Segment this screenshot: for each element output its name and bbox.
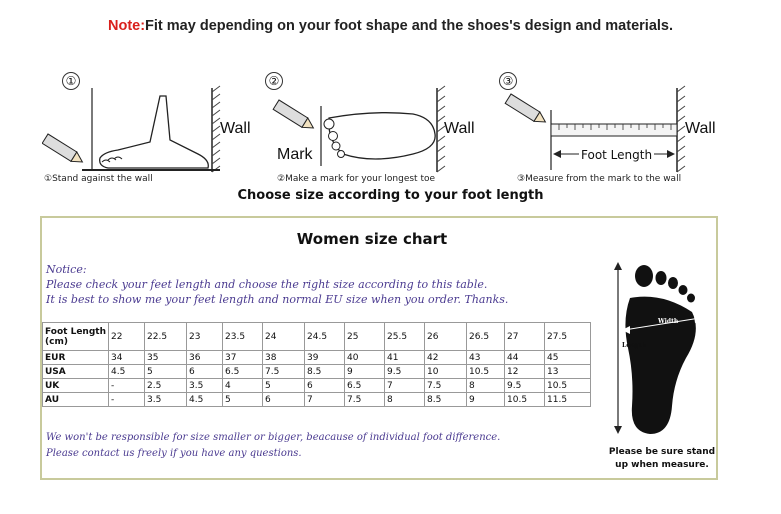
note-text: Fit may depending on your foot shape and the shoes's design and materials. [145, 18, 674, 34]
row-label: EUR [43, 351, 109, 365]
table-cell: 6 [187, 365, 223, 379]
width-label: Width [658, 318, 679, 325]
table-cell: 23 [187, 323, 223, 351]
step-1-number: ① [62, 72, 80, 90]
step-1-wall-label: Wall [220, 120, 251, 137]
table-cell: 6 [263, 393, 305, 407]
table-cell: 8.5 [425, 393, 467, 407]
table-row [43, 323, 591, 351]
table-cell: 39 [305, 351, 345, 365]
table-cell: 38 [263, 351, 305, 365]
disclaimer-line-1: We won't be responsible for size smaller or bigger, beacause of individual foot difference. [46, 432, 501, 443]
table-cell: 41 [385, 351, 425, 365]
size-table [42, 322, 591, 407]
table-cell: 44 [505, 351, 545, 365]
table-cell: 5 [223, 393, 263, 407]
table-cell: - [109, 393, 145, 407]
step-3-wall-label: Wall [685, 120, 716, 137]
stand-up-note: Please be sure stand up when measure. [608, 447, 716, 470]
size-chart-panel [40, 216, 718, 480]
table-cell: 40 [345, 351, 385, 365]
note-label: Note: [107, 18, 146, 34]
table-cell: 25 [345, 323, 385, 351]
table-cell: 12 [505, 365, 545, 379]
step-1-caption: ①Stand against the wall [44, 174, 153, 184]
table-cell: 26 [425, 323, 467, 351]
step-3-number: ③ [499, 72, 517, 90]
table-cell: 34 [109, 351, 145, 365]
table-cell: 6 [305, 379, 345, 393]
table-cell: 13 [545, 365, 591, 379]
table-cell: 27.5 [545, 323, 591, 351]
notice-heading: Notice: [46, 263, 87, 276]
table-cell: 10.5 [505, 393, 545, 407]
table-cell: 8 [385, 393, 425, 407]
notice-block [46, 262, 508, 307]
notice-line-2: It is best to show me your feet length and normal EU size when you order. Thanks. [46, 293, 509, 306]
table-cell: 4.5 [109, 365, 145, 379]
notice-line-1: Please check your feet length and choose the right size according to this table. [46, 278, 488, 291]
table-cell: 10 [425, 365, 467, 379]
table-cell: 22.5 [145, 323, 187, 351]
choose-size-heading: Choose size according to your foot length [237, 188, 544, 203]
step-3-caption: ③Measure from the mark to the wall [517, 174, 682, 184]
table-cell: 9 [467, 393, 505, 407]
disclaimer-block [46, 430, 500, 462]
table-cell: 36 [187, 351, 223, 365]
table-cell: 45 [545, 351, 591, 365]
step-3-illustration [497, 70, 727, 195]
table-cell: 3.5 [187, 379, 223, 393]
chart-title: Women size chart [296, 230, 448, 248]
table-cell: 24.5 [305, 323, 345, 351]
table-cell: 5 [263, 379, 305, 393]
step-3-foot-length-label: Foot Length [581, 148, 653, 162]
table-cell: 25.5 [385, 323, 425, 351]
table-cell: 6.5 [345, 379, 385, 393]
step-2-wall-label: Wall [444, 120, 475, 137]
table-cell: 9.5 [385, 365, 425, 379]
row-label: Foot Length (cm) [43, 323, 109, 351]
table-cell: 27 [505, 323, 545, 351]
table-cell: 35 [145, 351, 187, 365]
table-row [43, 379, 591, 393]
table-cell: 24 [263, 323, 305, 351]
step-2-illustration [263, 70, 475, 195]
table-cell: 11.5 [545, 393, 591, 407]
table-cell: 7.5 [263, 365, 305, 379]
table-cell: 7.5 [425, 379, 467, 393]
table-cell: 6.5 [223, 365, 263, 379]
table-row [43, 365, 591, 379]
table-cell: 5 [145, 365, 187, 379]
table-cell: 7 [305, 393, 345, 407]
table-cell: 22 [109, 323, 145, 351]
step-2-caption: ②Make a mark for your longest toe [277, 174, 436, 184]
step-2-number: ② [265, 72, 283, 90]
table-cell: 9.5 [505, 379, 545, 393]
table-cell: 2.5 [145, 379, 187, 393]
table-cell: 7.5 [345, 393, 385, 407]
row-label: USA [43, 365, 109, 379]
table-cell: 4 [223, 379, 263, 393]
step-2-mark-label: Mark [277, 146, 313, 163]
row-label: AU [43, 393, 109, 407]
step-1-illustration [42, 70, 251, 195]
table-cell: 7 [385, 379, 425, 393]
fit-note [0, 18, 781, 34]
table-cell: 8 [467, 379, 505, 393]
row-label: UK [43, 379, 109, 393]
table-cell: 4.5 [187, 393, 223, 407]
table-cell: 8.5 [305, 365, 345, 379]
table-cell: 3.5 [145, 393, 187, 407]
table-cell: 42 [425, 351, 467, 365]
table-cell: - [109, 379, 145, 393]
length-label: Length [622, 342, 646, 349]
table-cell: 9 [345, 365, 385, 379]
table-cell: 23.5 [223, 323, 263, 351]
table-cell: 10.5 [545, 379, 591, 393]
table-cell: 37 [223, 351, 263, 365]
table-row [43, 393, 591, 407]
table-cell: 26.5 [467, 323, 505, 351]
table-row [43, 351, 591, 365]
table-cell: 43 [467, 351, 505, 365]
table-cell: 10.5 [467, 365, 505, 379]
disclaimer-line-2: Please contact us freely if you have any questions. [46, 448, 302, 459]
